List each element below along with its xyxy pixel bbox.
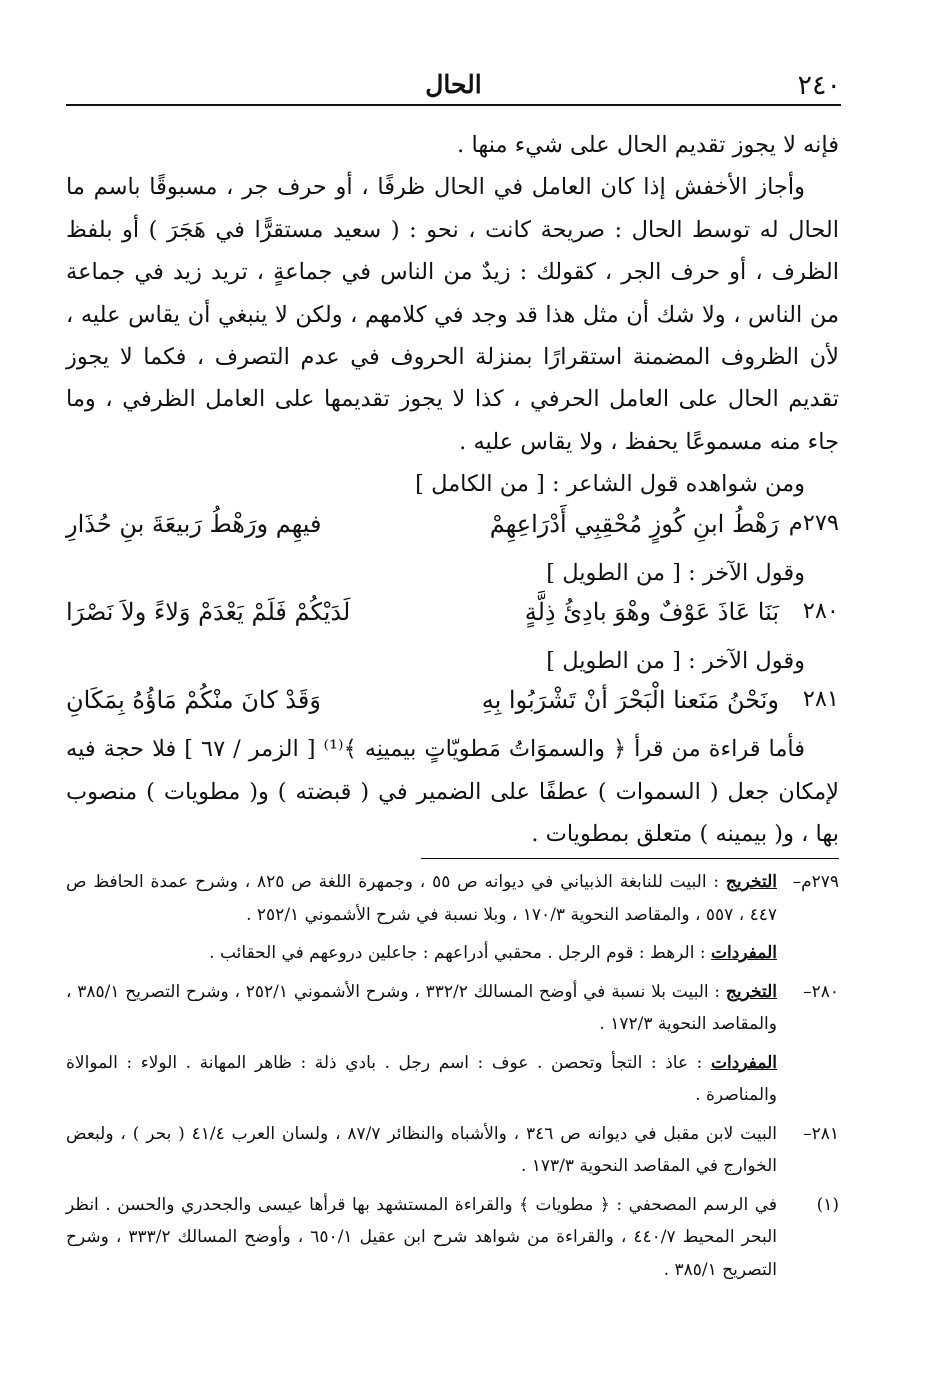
- footnote-text: البيت لابن مقبل في ديوانه ص ٣٤٦ ، والأشباه والنظائر ٨٧/٧ ، ولسان العرب ٤١/٤ ( بحر ) ، ولبعض الخوارج في المقاصد النحوية ١٧٣/٣ .: [66, 1123, 778, 1176]
- footnote-number: ٢٨٠–: [803, 981, 839, 1002]
- footnote-text: : عاذ : التجأ وتحصن . عوف : اسم رجل . بادي ذلة : ظاهر المهانة . الولاء : الموالاة والمناصرة .: [66, 1052, 777, 1105]
- main-text: [66, 124, 839, 856]
- verse-second-hemistich: لَدَيْكُمْ فَلَمْ يَعْدَمْ وَلاءً ولاَ نَصْرَا: [66, 598, 351, 627]
- verse-first-hemistich: رَهْطُ ابنِ كُوزٍ مُحْقِبِي أَدْرَاعِهِمْ: [489, 509, 779, 538]
- footnote-number: (١): [816, 1194, 839, 1215]
- verse-first-hemistich: ونَحْنُ مَنَعنا الْبَحْرَ أنْ تَشْرَبُوا بِهِ: [481, 686, 779, 715]
- footnote-text: : الرهط : قوم الرجل . محقبي أدراعهم : جاعلين دروعهم في الحقائب .: [209, 943, 706, 963]
- paragraph: فإنه لا يجوز تقديم الحال على شيء منها .: [457, 132, 839, 158]
- verse-line: [66, 682, 839, 728]
- verse-intro: وقول الآخر : [ من الطويل ]: [546, 648, 805, 675]
- footnote-vocabulary: [66, 1047, 839, 1112]
- running-header: [66, 70, 841, 104]
- verse-intro: وقول الآخر : [ من الطويل ]: [546, 559, 805, 586]
- footnote-label: التخريج: [725, 872, 778, 892]
- footnote-label: التخريج: [725, 981, 777, 1002]
- verse-intro: ومن شواهده قول الشاعر : [ من الكامل ]: [415, 471, 805, 498]
- verse-number: ٢٨٠: [802, 598, 839, 625]
- verse-second-hemistich: وَقَدْ كانَ منْكُمْ مَاؤُهُ بِمَكَانِ: [66, 686, 321, 715]
- paragraph: فأما قراءة من قرأ ﴿ والسموَاتُ مَطويّاتٍ بيمينِه ﴾⁽¹⁾ [ الزمر / ٦٧ ] فلا حجة فيه لإمكان جعل ( السموات ) عطفًا على الضمير في ( قبضته ) و( مطويات ) منصوب بها ، و( بيمينه ) متعلق بمطويات .: [66, 736, 839, 848]
- footnotes: [66, 866, 839, 1292]
- verse-number: ٢٧٩م: [788, 509, 839, 536]
- verse-number: ٢٨١: [802, 686, 839, 713]
- footnote: [66, 866, 839, 931]
- header-rule: [66, 104, 841, 106]
- footnote-rule: [421, 858, 839, 859]
- verse-line: [66, 594, 839, 640]
- footnote-label: المفردات: [710, 943, 777, 963]
- footnote: [66, 1189, 839, 1287]
- page-number: ٢٤٠: [797, 70, 841, 101]
- paragraph: وأجاز الأخفش إذا كان العامل في الحال ظرفًا ، أو حرف جر ، مسبوقًا باسم ما الحال له توسط الحال : صريحة كانت ، نحو : ( سعيد مستقرًّا في هَجَرَ ) أو بلفظ الظرف ، أو حرف الجر ، كقولك : زيدٌ من الناس في جماعةٍ ، تريد زيد في جماعة من الناس ، ولا شك أن مثل هذا قد وجد في كلامهم ، ولكن لا ينبغي أن يقاس عليه ، لأن الظروف المضمنة استقرارًا بمنزلة الحروف في عدم التصرف ، فكما لا يجوز تقديم الحال على العامل الحرفي ، كذا لا يجوز تقديمها على العامل الظرفي ، وما جاء منه مسموعًا يحفظ ، ولا يقاس عليه .: [66, 174, 839, 455]
- page-title: الحال: [425, 70, 482, 99]
- footnote: [66, 976, 839, 1041]
- footnote: [66, 1118, 839, 1183]
- verse-second-hemistich: فيهِم ورَهْطُ رَبيعَةَ بنِ حُذَارِ: [66, 509, 322, 538]
- footnote-text: : البيت للنابغة الذبياني في ديوانه ص ٥٥ ، وجمهرة اللغة ص ٨٢٥ ، وشرح عمدة الحافظ ص ٤٤٧ ، ٥٥٧ ، والمقاصد النحوية ١٧٠/٣ ، وبلا نسبة في شرح الأشموني ٢٥٢/١ .: [66, 872, 777, 925]
- verse-line: [66, 506, 839, 552]
- footnote-text: في الرسم المصحفي : ﴿ مطويات ﴾ والقراءة المستشهد بها قرأها عيسى والجحدري والحسن . انظر البحر المحيط ٤٤٠/٧ ، والقراءة من شواهد شرح ابن عقيل ٦٥٠/١ ، وأوضح المسالك ٣٣٣/٢ ، وشرح التصريح ٣٨٥/١ .: [66, 1194, 777, 1280]
- footnote-number: ٢٧٩م–: [792, 872, 839, 892]
- verse-first-hemistich: بَنَا عَاذَ عَوْفٌ وهْوَ بادِئُ ذِلَّةٍ: [524, 598, 779, 627]
- footnote-text: : البيت بلا نسبة في أوضح المسالك ٣٣٢/٢ ، وشرح الأشموني ٢٥٢/١ ، وشرح التصريح ٣٨٥/١ ، والمقاصد النحوية ١٧٢/٣ .: [66, 981, 777, 1034]
- footnote-label: المفردات: [710, 1052, 777, 1073]
- footnote-vocabulary: [66, 937, 839, 970]
- footnote-number: ٢٨١–: [803, 1123, 839, 1144]
